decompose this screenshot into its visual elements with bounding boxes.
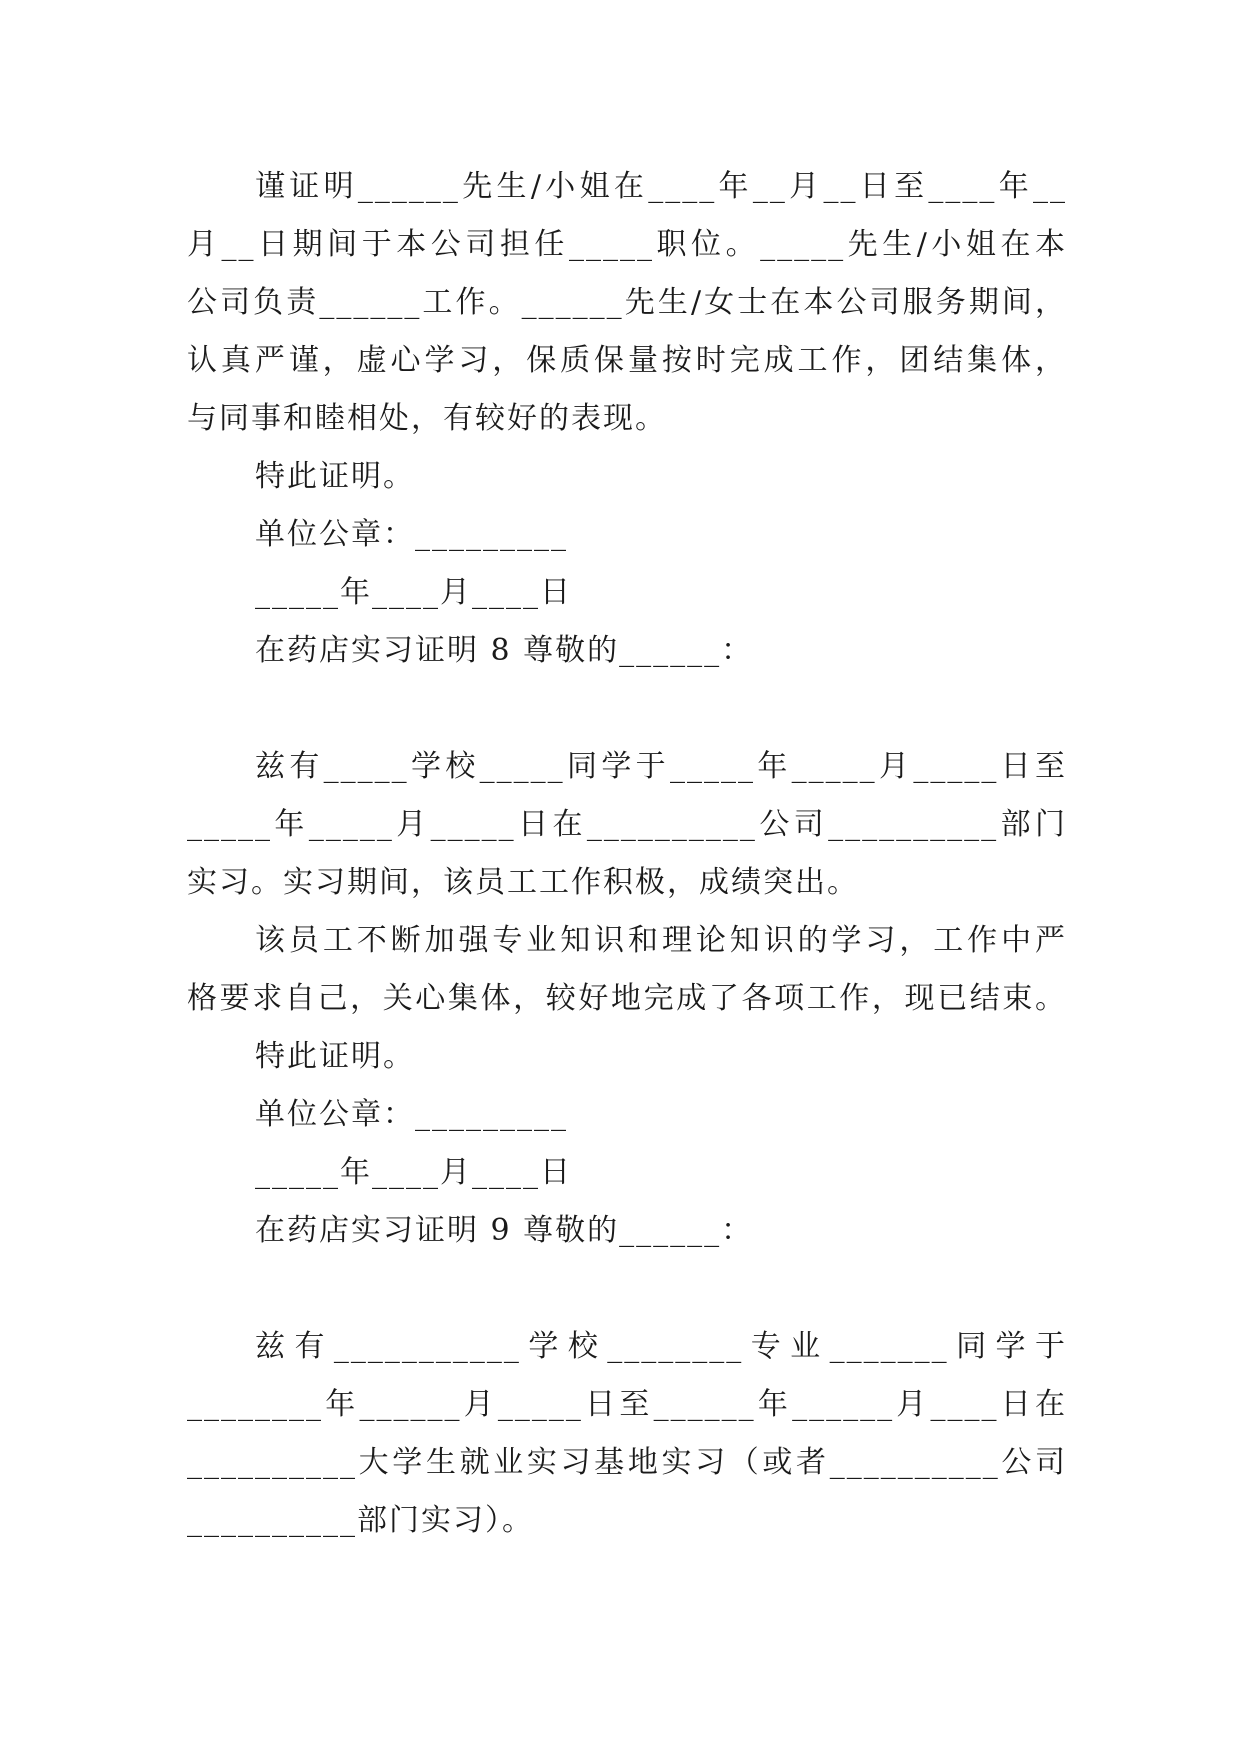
text-line: 实习。实习期间，该员工工作积极，成绩突出。 <box>187 865 859 900</box>
text-line: __________大学生就业实习基地实习（或者__________公司 <box>187 1445 1067 1480</box>
blank-line <box>187 680 1067 738</box>
document-body <box>187 158 1067 1550</box>
text-line: __________部门实习）。 <box>187 1503 534 1538</box>
text-line: 特此证明。 <box>255 1039 415 1074</box>
text-line: 月__日期间于本公司担任_____职位。_____先生/小姐在本 <box>187 227 1067 262</box>
text-line: ________年______月_____日至______年______月____日在 <box>187 1387 1067 1422</box>
text-line: 该员工不断加强专业知识和理论知识的学习，工作中严 <box>255 923 1067 958</box>
text-line: 在药店实习证明 9 尊敬的______： <box>255 1213 754 1248</box>
blank-line <box>187 1260 1067 1318</box>
text-line: 与同事和睦相处，有较好的表现。 <box>187 401 667 436</box>
text-line: 谨证明______先生/小姐在____年__月__日至____年__ <box>255 169 1067 204</box>
text-line: _____年_____月_____日在__________公司__________部门 <box>187 807 1067 842</box>
text-line: 兹有___________学校________专业_______同学于 <box>255 1329 1067 1364</box>
text-line: 认真严谨，虚心学习，保质保量按时完成工作，团结集体， <box>187 343 1067 378</box>
text-line: 单位公章：_________ <box>255 517 568 552</box>
text-line: 特此证明。 <box>255 459 415 494</box>
text-line: 兹有_____学校_____同学于_____年_____月_____日至 <box>255 749 1067 784</box>
text-line: 在药店实习证明 8 尊敬的______： <box>255 633 754 668</box>
text-line: 公司负责______工作。______先生/女士在本公司服务期间， <box>187 285 1067 320</box>
text-line: _____年____月____日 <box>255 1155 572 1190</box>
text-line: 格要求自己，关心集体，较好地完成了各项工作，现已结束。 <box>187 981 1067 1016</box>
text-line: _____年____月____日 <box>255 575 572 610</box>
text-line: 单位公章：_________ <box>255 1097 568 1132</box>
